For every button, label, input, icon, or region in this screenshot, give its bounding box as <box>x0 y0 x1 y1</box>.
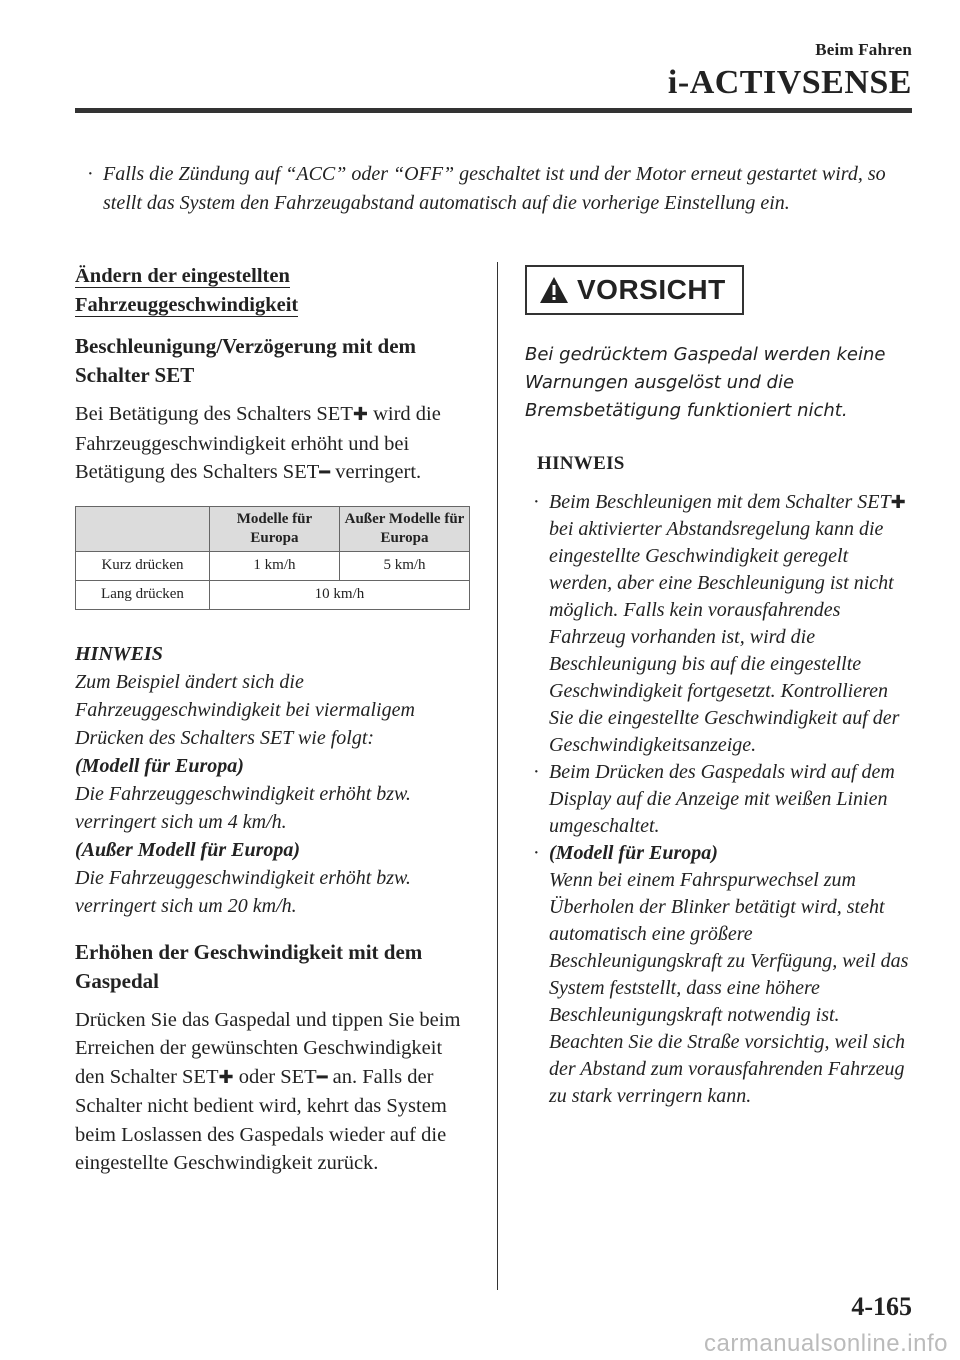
list-item <box>533 759 915 840</box>
table-cell-both: 10 km/h <box>209 580 469 609</box>
warning-label: VORSICHT <box>577 274 726 305</box>
note-europe-text: Die Fahrzeuggeschwindigkeit erhöht bzw. verringert sich um 4 km/h. <box>75 782 411 833</box>
warning-triangle-icon <box>539 276 569 304</box>
para-text: bei aktivierter Abstandsregelung kann die eingestellte Geschwindigkeit geregelt werden, aber eine Beschleunigung ist nicht möglich. Falls kein vorausfahrendes Fahrzeug vorhanden ist, wird die Beschleunigung bis auf die eingestellte Geschwindigkeit fortgesetzt. Kontrollieren Sie die eingestellte Geschwindigkeit auf der Geschwindigkeitsanzeige. <box>549 518 900 756</box>
table-header-europe: Modelle für Europa <box>209 506 339 551</box>
table-row <box>76 551 470 580</box>
para-text: verringert. <box>330 461 422 483</box>
list-item-text <box>549 489 915 759</box>
right-column <box>525 265 915 1110</box>
note-title: HINWEIS <box>537 453 625 474</box>
set-switch-paragraph <box>75 400 470 488</box>
europe-label: (Modell für Europa) <box>549 842 718 864</box>
list-item-text: Beim Drücken des Gaspedals wird auf dem Display auf die Anzeige mit weißen Linien umgeschaltet. <box>549 761 895 837</box>
table-cell-non-europe: 5 km/h <box>339 551 469 580</box>
para-text: Beim Beschleunigen mit dem Schalter SET <box>549 491 891 513</box>
page-number: 4-165 <box>851 1292 912 1321</box>
left-column <box>75 262 470 1196</box>
table-cell-europe: 1 km/h <box>209 551 339 580</box>
header-section <box>668 40 912 102</box>
note-non-europe-text: Die Fahrzeuggeschwindigkeit erhöht bzw. verringert sich um 20 km/h. <box>75 866 411 917</box>
list-item <box>533 840 915 1110</box>
intro-bullet <box>87 160 912 218</box>
minus-icon: ━ <box>319 462 331 483</box>
para-text: Wenn bei einem Fahrspurwechsel zum Überholen der Blinker betätigt wird, steht automatisch eine größere Beschleunigungskraft zu Verfügung, weil das System feststellt, dass eine höhere Beschleunigungskraft notwendig ist. Beachten Sie die Straße vorsichtig, weil sich der Abstand zum vorausfahrenden Fahrzeug zu stark verringern kann. <box>549 869 909 1107</box>
note-europe-label: (Modell für Europa) <box>75 754 244 777</box>
chapter-title: i-ACTIVSENSE <box>667 64 912 101</box>
table-header-non-europe: Außer Modelle für Europa <box>339 506 469 551</box>
note-text: Zum Beispiel ändert sich die Fahrzeuggeschwindigkeit bei viermaligem Drücken des Schalters SET wie folgt: <box>75 670 415 749</box>
note-block <box>75 640 470 920</box>
subheading-set-switch: Beschleunigung/Verzögerung mit dem Schalter SET <box>75 334 417 387</box>
table-row <box>76 580 470 609</box>
plus-icon: ✚ <box>218 1066 234 1088</box>
bullet-dot: · <box>87 163 94 185</box>
note-list <box>533 489 915 1110</box>
para-text: an. Falls der Schalter nicht bedient wird, kehrt das System beim Loslassen des Gaspedals wieder auf die eingestellte Geschwindigkeit zurück. <box>75 1065 447 1174</box>
warning-box <box>525 265 744 315</box>
plus-icon: ✚ <box>352 404 368 425</box>
heading-line-2: Fahrzeuggeschwindigkeit <box>75 294 299 316</box>
table-header-row <box>76 506 470 551</box>
warning-text: Bei gedrücktem Gaspedal werden keine Warnungen ausgelöst und die Bremsbetätigung funktioniert nicht. <box>525 344 886 421</box>
note-title: HINWEIS <box>75 642 163 665</box>
section-heading <box>75 262 470 320</box>
section-title: Beim Fahren <box>815 40 912 59</box>
bullet-dot: · <box>533 842 540 864</box>
intro-text: Falls die Zündung auf “ACC” oder “OFF” geschaltet ist und der Motor erneut gestartet wird, so stellt das System den Fahrzeugabstand automatisch auf die vorherige Einstellung ein. <box>103 163 886 214</box>
column-divider <box>497 262 498 1290</box>
para-text: Drücken Sie das Gaspedal und tippen Sie beim Erreichen der gewünschten Geschwindigkeit den Schalter SET <box>75 1008 461 1088</box>
watermark: carmanualsonline.info <box>704 1330 948 1357</box>
table-cell-label: Lang drücken <box>76 580 210 609</box>
table-header-empty <box>76 506 210 551</box>
plus-icon: ✚ <box>890 492 906 513</box>
bullet-dot: · <box>533 761 540 783</box>
note-non-europe-label: (Außer Modell für Europa) <box>75 838 301 861</box>
header-rule <box>75 108 912 113</box>
heading-line-1: Ändern der eingestellten <box>75 265 290 287</box>
minus-icon: ━ <box>316 1066 328 1088</box>
para-text: oder SET <box>233 1065 317 1088</box>
speed-step-table <box>75 506 470 610</box>
list-item <box>533 489 915 759</box>
table-cell-label: Kurz drücken <box>76 551 210 580</box>
bullet-dot: · <box>533 491 540 513</box>
para-text: wird die Fahrzeuggeschwindigkeit erhöht und bei Betätigung des Schalters SET <box>75 403 441 483</box>
para-text: Bei Betätigung des Schalters SET <box>75 403 353 425</box>
list-item-text <box>549 840 915 1110</box>
subheading-accelerator: Erhöhen der Geschwindigkeit mit dem Gaspedal <box>75 939 423 993</box>
accelerator-paragraph <box>75 1006 470 1178</box>
